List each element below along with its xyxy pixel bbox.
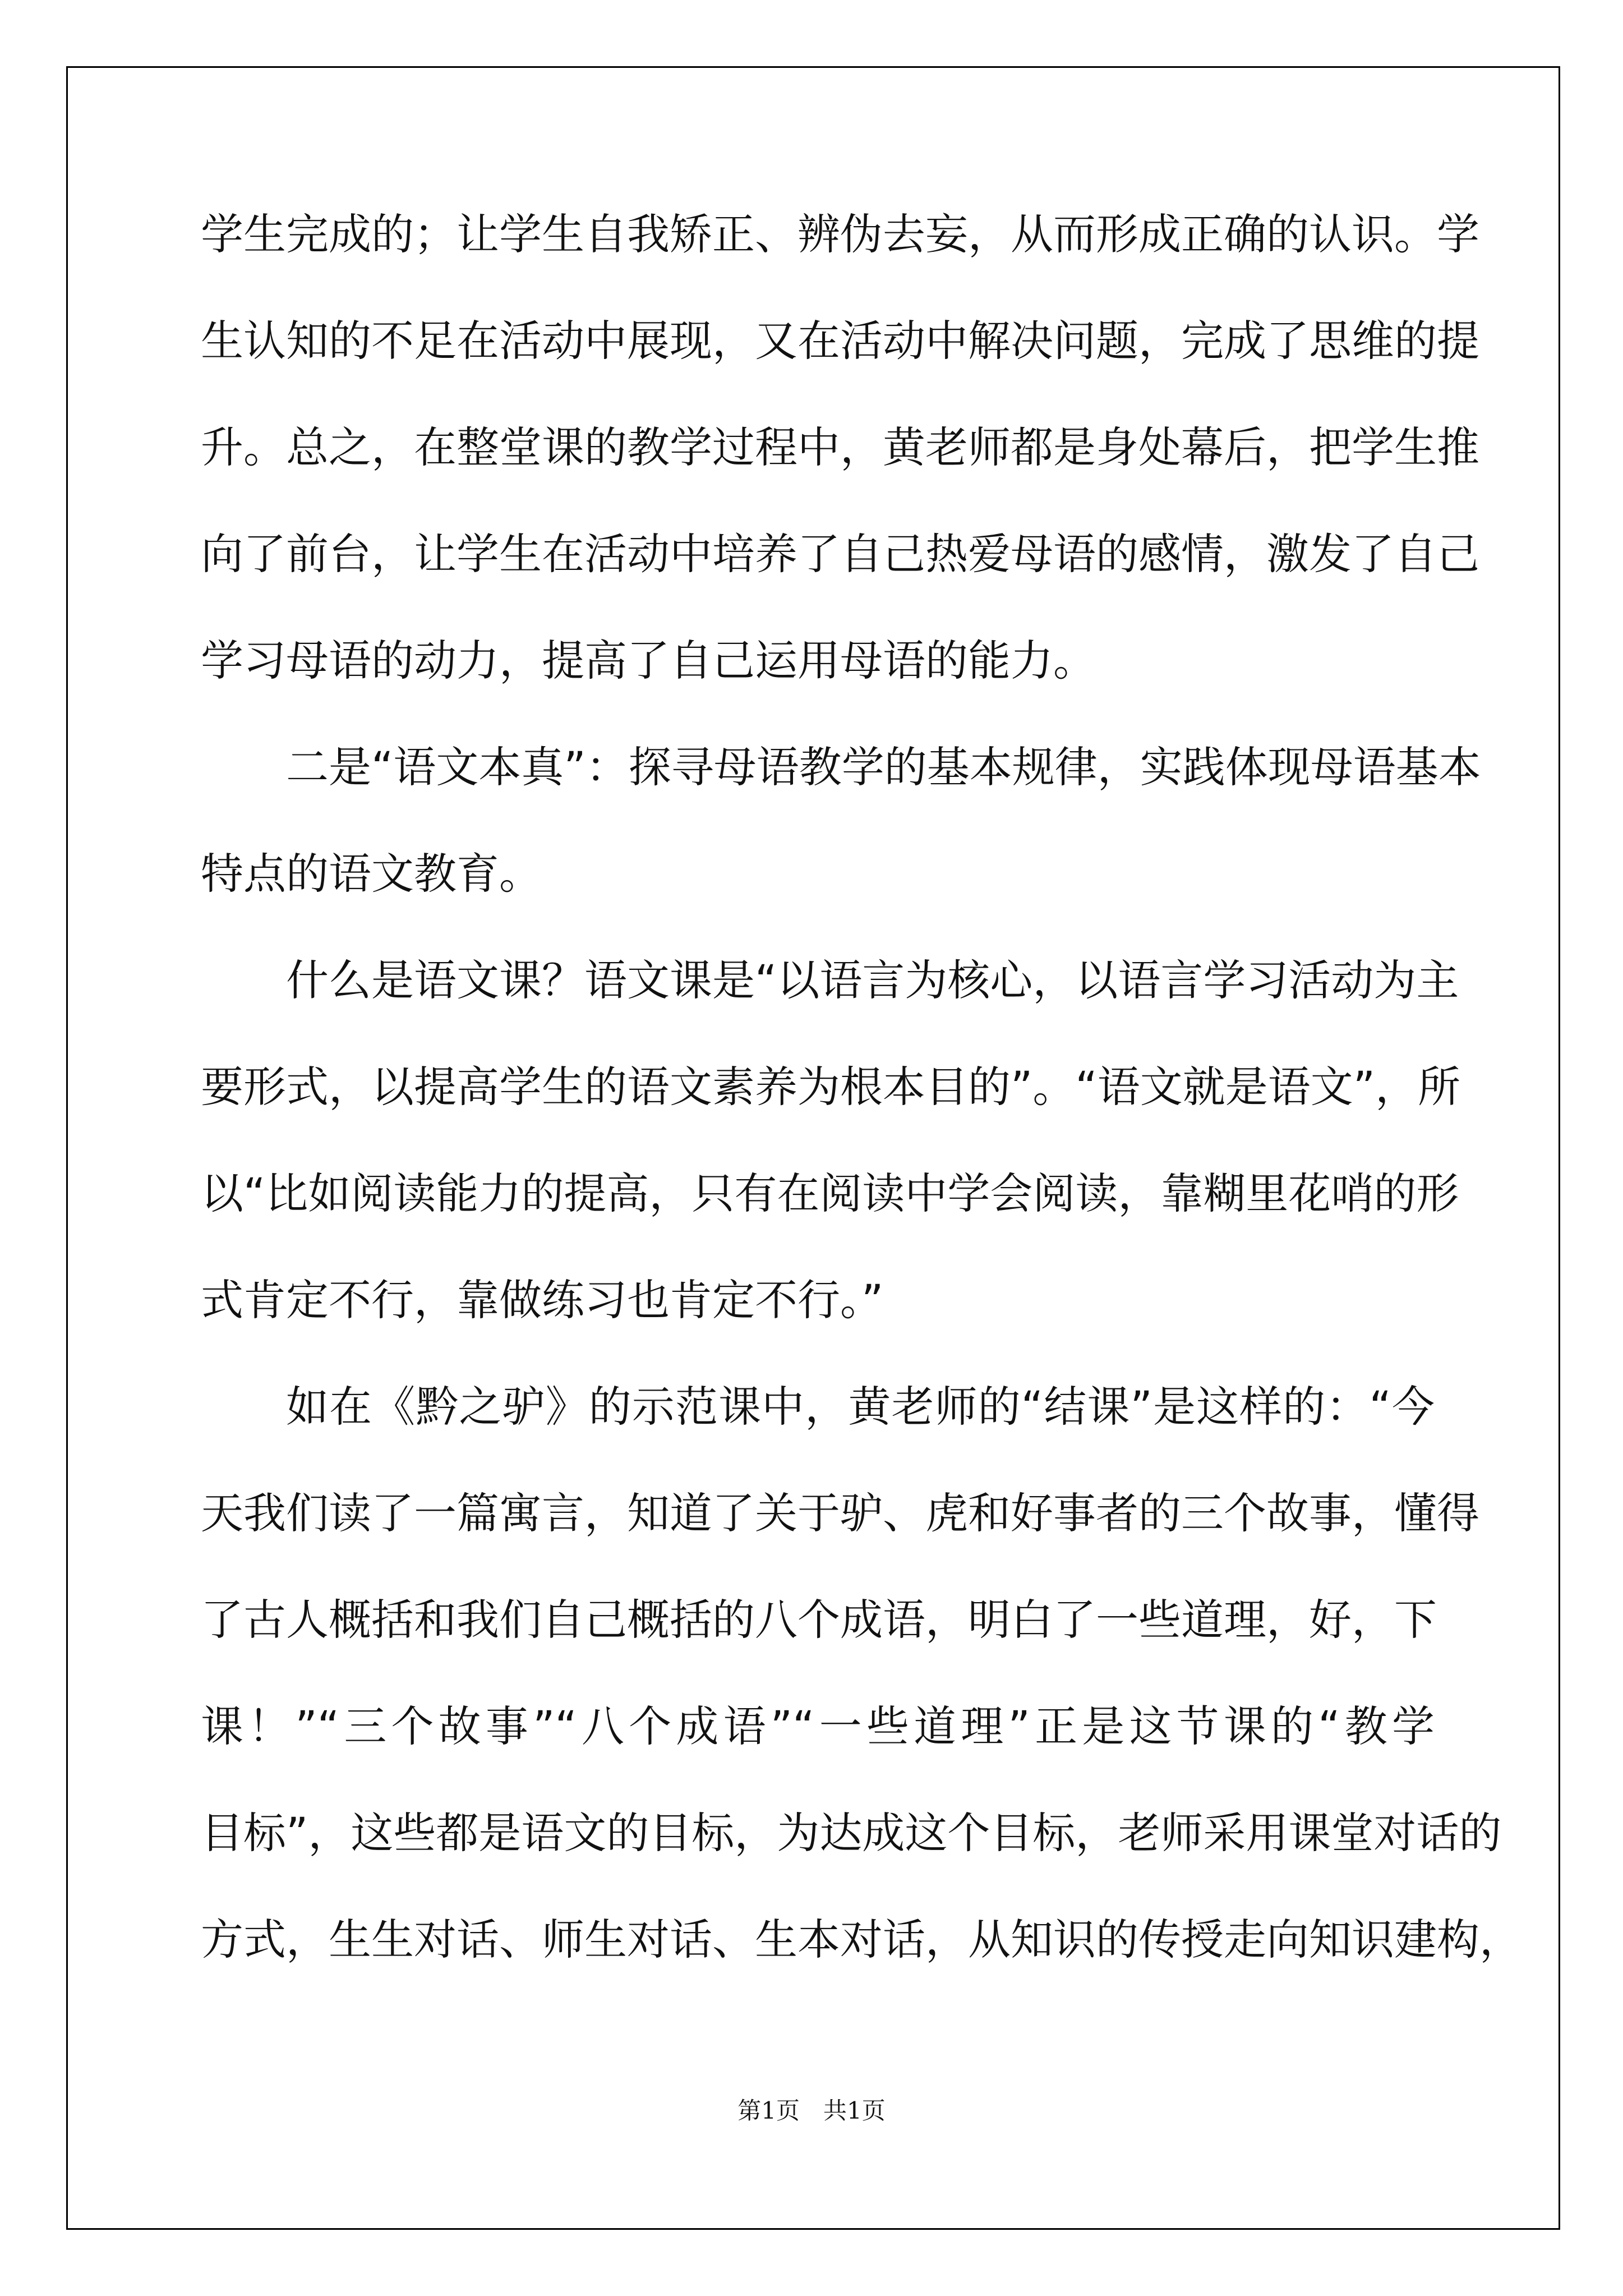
text-line-3: 升。总之，在整堂课的教学过程中，黄老师都是身处幕后，把学生推 (201, 422, 1479, 472)
text-line-10: 以“比如阅读能力的提高，只有在阅读中学会阅读，靠糊里花哨的形 (201, 1168, 1459, 1218)
text-line-7: 特点的语文教育。 (201, 849, 542, 899)
text-line-14: 了古人概括和我们自己概括的八个成语，明白了一些道理，好，下 (201, 1595, 1437, 1645)
text-line-2: 生认知的不足在活动中展现，又在活动中解决问题，完成了思维的提 (201, 316, 1479, 366)
text-line-12: 如在《黔之驴》的示范课中，黄老师的“结课”是这样的：“今 (286, 1382, 1435, 1432)
text-line-13: 天我们读了一篇寓言，知道了关于驴、虎和好事者的三个故事，懂得 (201, 1488, 1479, 1538)
text-line-16: 目标”，这些都是语文的目标，为达成这个目标，老师采用课堂对话的 (201, 1808, 1502, 1858)
document-body (201, 209, 1522, 2025)
text-line-11: 式肯定不行，靠做练习也肯定不行。” (201, 1275, 884, 1325)
text-line-9: 要形式，以提高学生的语文素养为根本目的”。“语文就是语文”，所 (201, 1062, 1461, 1112)
text-line-1: 学生完成的；让学生自我矫正、辨伪去妄，从而形成正确的认识。学 (201, 209, 1479, 259)
text-line-5: 学习母语的动力，提高了自己运用母语的能力。 (201, 636, 1096, 685)
text-line-8: 什么是语文课？语文课是“以语言为核心，以语言学习活动为主 (286, 955, 1459, 1005)
text-line-17: 方式，生生对话、师生对话、生本对话，从知识的传授走向知识建构， (201, 1915, 1522, 1964)
text-line-15: 课！”“三个故事”“八个成语”“一些道理”正是这节课的“教学 (201, 1701, 1435, 1751)
text-line-4: 向了前台，让学生在活动中培养了自己热爱母语的感情，激发了自己 (201, 529, 1479, 579)
page-number-footer: 第1页 共1页 (737, 2097, 886, 2124)
text-line-6: 二是“语文本真”：探寻母语教学的基本规律，实践体现母语基本 (286, 742, 1481, 792)
